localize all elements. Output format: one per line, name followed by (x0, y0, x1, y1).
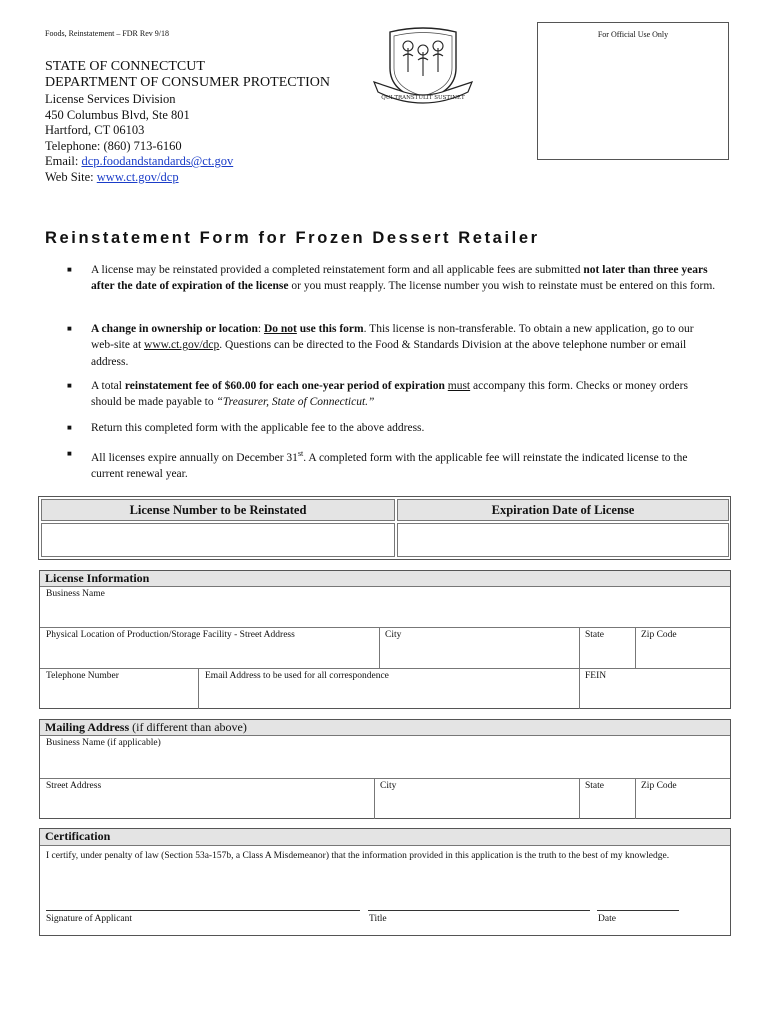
fein-label: FEIN (585, 671, 607, 681)
mailing-address-heading: Mailing Address (if different than above) (40, 720, 730, 736)
expiration-date-input[interactable] (397, 523, 729, 557)
certification-heading: Certification (40, 829, 730, 846)
website-inline-link[interactable]: www.ct.gov/dcp (144, 339, 220, 352)
city-address: Hartford, CT 06103 (45, 123, 145, 137)
license-number-input[interactable] (41, 523, 395, 557)
bullet-icon: ■ (67, 324, 72, 333)
street-address: 450 Columbus Blvd, Ste 801 (45, 107, 190, 122)
telephone-label: Telephone Number (46, 671, 119, 681)
website-label: Web Site: (45, 169, 97, 184)
mailing-city-label: City (380, 781, 397, 791)
bullet-item-1: ■ A license may be reinstated provided a completed reinstatement form and all applicable fees are submitted not later than three years after the date of expiration of the license or you must reapply. The license number you wish to reinstate must be entered on this form. (67, 264, 716, 293)
title-label: Title (369, 914, 387, 924)
state-seal-icon (368, 26, 478, 116)
date-line[interactable] (597, 910, 679, 911)
mailing-state-label: State (585, 781, 604, 791)
city-label: City (385, 630, 402, 640)
physical-location-label: Physical Location of Production/Storage Facility - Street Address (46, 630, 295, 640)
business-name-field[interactable] (40, 601, 730, 627)
signature-line[interactable] (46, 910, 360, 911)
title-line[interactable] (368, 910, 590, 911)
page-title: Reinstatement Form for Frozen Dessert Retailer (45, 229, 540, 247)
department-name: DEPARTMENT OF CONSUMER PROTECTION (45, 75, 331, 90)
certification-section (39, 828, 731, 936)
official-use-box (537, 22, 729, 160)
bullet-item-3: ■ A total reinstatement fee of $60.00 for each one-year period of expiration must accompany this form. Checks or money orders should be made payable to “Treasurer, State of Connecticut.” (67, 380, 688, 409)
website-line (45, 170, 179, 186)
license-info-section (39, 570, 731, 709)
email-address-label: Email Address to be used for all correspondence (205, 671, 389, 681)
bullet-icon: ■ (67, 449, 72, 458)
bullet-item-5: ■ All licenses expire annually on December 31st. A completed form with the applicable fee will reinstate the indicated license to the current renewal year. (91, 446, 719, 482)
mailing-street-label: Street Address (46, 781, 102, 791)
official-use-label: For Official Use Only (597, 30, 669, 39)
certification-text: I certify, under penalty of law (Section 53a-157b, a Class A Misdemeanor) that the information provided in this application is the truth to the best of my knowledge. (46, 851, 670, 861)
expiration-date-header: Expiration Date of License (397, 499, 729, 521)
telephone: Telephone: (860) 713-6160 (45, 138, 182, 153)
state-label: State (585, 630, 604, 640)
business-name-label: Business Name (46, 589, 105, 599)
email-label: Email: (45, 154, 82, 168)
bullet-icon: ■ (67, 423, 72, 432)
email-link[interactable]: dcp.foodandstandards@ct.gov (81, 154, 234, 168)
bullet-icon: ■ (67, 265, 72, 274)
seal-motto: QUI TRANSTULIT SUSTINET (381, 95, 465, 101)
license-number-header: License Number to be Reinstated (41, 499, 395, 521)
bullet-icon: ■ (67, 381, 72, 390)
zip-code-label: Zip Code (641, 630, 677, 640)
license-table (38, 496, 731, 560)
state-name: STATE OF CONNECTCUT (45, 59, 205, 74)
mailing-zip-label: Zip Code (641, 781, 677, 791)
date-label: Date (598, 914, 616, 924)
license-info-heading: License Information (40, 571, 730, 587)
signature-label: Signature of Applicant (46, 914, 133, 924)
division-name: License Services Division (45, 92, 176, 106)
mailing-business-name-label: Business Name (if applicable) (46, 738, 161, 748)
form-id: Foods, Reinstatement – FDR Rev 9/18 (45, 29, 169, 38)
bullet-item-4: ■ Return this completed form with the applicable fee to the above address. (91, 420, 719, 436)
website-link[interactable]: www.ct.gov/dcp (96, 169, 179, 184)
mailing-address-section (39, 719, 731, 819)
bullet-item-2: ■ A change in ownership or location: Do not use this form. This license is non-transferable. To obtain a new application, go to our web-site at www.ct.gov/dcp. Questions can be directed to the Food & Standards Division at the above telephone number or email address. (67, 323, 694, 368)
email-line (45, 154, 233, 170)
